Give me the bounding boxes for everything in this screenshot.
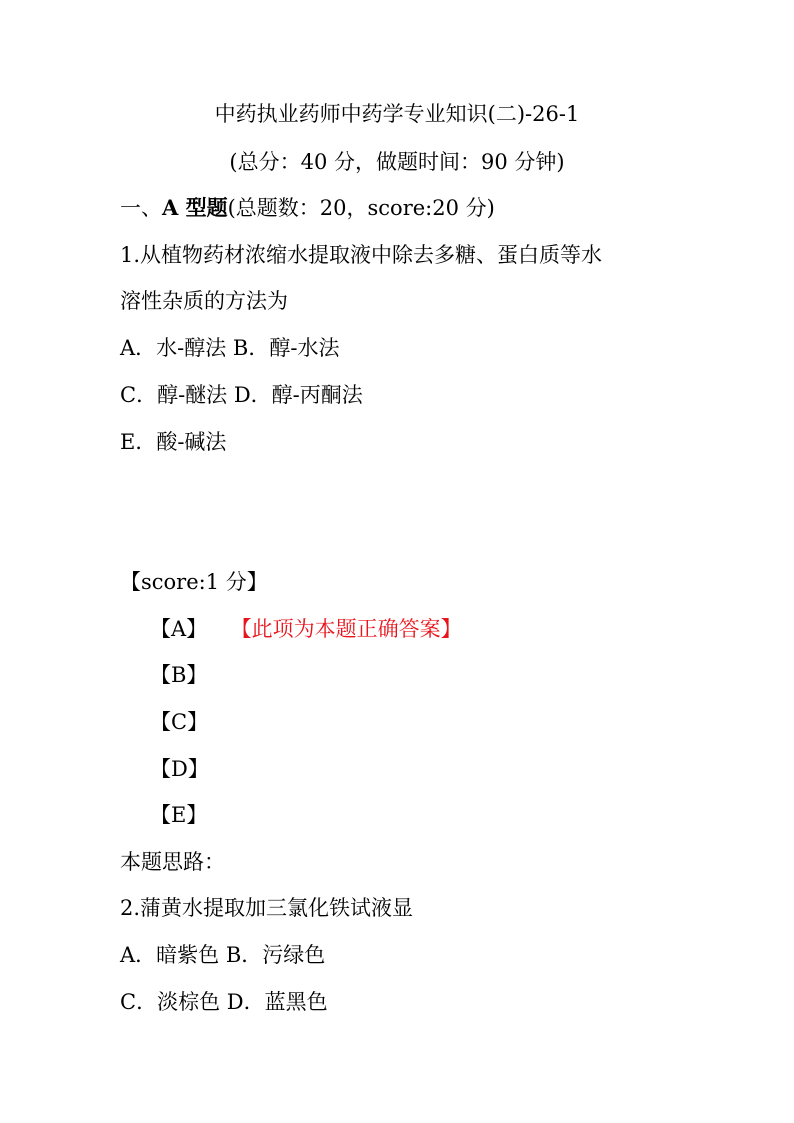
question-1-stem-line-1: 1.从植物药材浓缩水提取液中除去多糖、蛋白质等水 xyxy=(120,243,603,267)
answer-option-a-label: 【A】 xyxy=(150,617,208,641)
answer-option-d: 【D】 xyxy=(150,757,209,781)
question-1-score: 【score:1 分】 xyxy=(120,570,268,594)
section-name: A 型题 xyxy=(162,195,228,220)
answer-option-a xyxy=(150,615,462,643)
question-1-stem-line-2: 溶性杂质的方法为 xyxy=(120,289,288,313)
question-1-options-line-3: E．酸-碱法 xyxy=(120,430,227,454)
question-1-analysis-label: 本题思路： xyxy=(120,850,225,874)
section-prefix: 一、 xyxy=(120,196,162,220)
question-2-stem-line-1: 2.蒲黄水提取加三氯化铁试液显 xyxy=(120,896,414,920)
question-2-options-line-2: C．淡棕色 D．蓝黑色 xyxy=(120,990,328,1014)
section-heading xyxy=(120,194,495,222)
correct-answer-note: 【此项为本题正确答案】 xyxy=(241,617,462,641)
question-1-options-line-2: C．醇-醚法 D．醇-丙酮法 xyxy=(120,383,363,407)
question-2-options-line-1: A．暗紫色 B．污绿色 xyxy=(120,943,326,967)
answer-option-c: 【C】 xyxy=(150,710,209,734)
answer-option-e: 【E】 xyxy=(150,803,208,827)
question-1-options-line-1: A．水-醇法 B．醇-水法 xyxy=(120,336,340,360)
answer-option-b: 【B】 xyxy=(150,663,208,687)
section-info: (总题数：20，score:20 分) xyxy=(227,196,495,220)
document-title: 中药执业药师中药学专业知识(二)-26-1 xyxy=(214,102,580,126)
document-subtitle: (总分：40 分，做题时间：90 分钟) xyxy=(229,150,565,174)
